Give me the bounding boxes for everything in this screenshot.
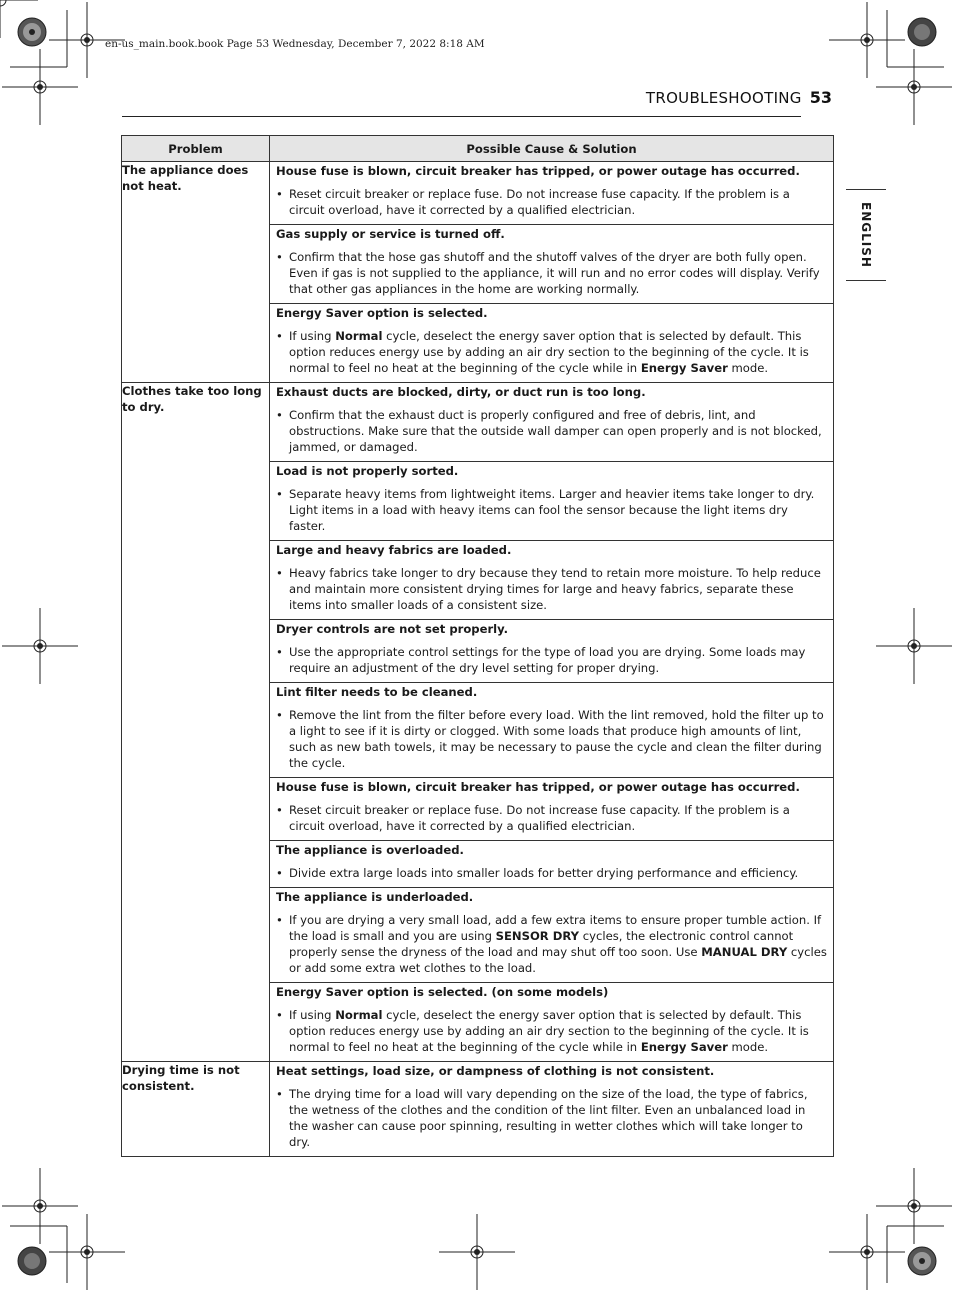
- solution-text: [276, 707, 827, 771]
- language-side-tab: [846, 189, 886, 281]
- solution-text: [276, 328, 827, 376]
- language-label: ENGLISH: [859, 202, 873, 268]
- cause-title: The appliance is overloaded.: [276, 843, 464, 857]
- solution-text: [276, 644, 827, 676]
- cause-title: Dryer controls are not set properly.: [276, 622, 509, 636]
- cause-block: [270, 304, 833, 382]
- table-row: [122, 162, 834, 383]
- cause-block: [270, 383, 833, 462]
- header-rule: [122, 116, 801, 117]
- solution-segment: Heavy fabrics take longer to dry because they tend to retain more moisture. To help reduce and maintain more consistent drying times for large and heavy fabrics, separate these items into smaller loads of a consistent size.: [289, 566, 821, 612]
- problem-cell: Clothes take too long to dry.: [122, 383, 270, 1062]
- solution-text: [276, 565, 827, 613]
- page-number: 53: [809, 88, 832, 107]
- troubleshooting-table: [121, 135, 834, 1157]
- table-row: [122, 383, 834, 1062]
- solution-segment: Divide extra large loads into smaller loads for better drying performance and efficiency.: [289, 866, 799, 880]
- solution-text: [276, 1007, 827, 1055]
- cause-title: Gas supply or service is turned off.: [276, 227, 505, 241]
- column-header-cause-solution: Possible Cause & Solution: [270, 136, 834, 162]
- solution-text: [276, 1086, 827, 1150]
- table-row: [122, 1062, 834, 1157]
- cause-title: Lint filter needs to be cleaned.: [276, 685, 478, 699]
- cause-block: [270, 888, 833, 983]
- solution-segment: mode.: [727, 1040, 769, 1054]
- cause-block: [270, 778, 833, 841]
- table-body: [122, 162, 834, 1157]
- cause-block: [270, 225, 833, 304]
- solution-emphasis: MANUAL DRY: [701, 945, 788, 959]
- solution-segment: The drying time for a load will vary depending on the size of the load, the type of fabrics, the wetness of the clothes and the condition of the lint filter. Even an unbalanced load in the washer can cause poor spinning, resulting in wetter clothes which will take longer to dry.: [289, 1087, 808, 1149]
- solution-emphasis: Normal: [335, 329, 383, 343]
- cause-block: [270, 541, 833, 620]
- solution-text: [276, 249, 827, 297]
- cause-solution-cell: [270, 1062, 834, 1157]
- solution-segment: Confirm that the hose gas shutoff and the shutoff valves of the dryer are both fully open. Even if gas is not supplied to the appliance, it will run and no error codes will display. Verify that other gas appliances in the home are working normally.: [289, 250, 820, 296]
- solution-segment: If using: [289, 1008, 336, 1022]
- print-info-line: en-us_main.book.book Page 53 Wednesday, December 7, 2022 8:18 AM: [105, 38, 485, 50]
- cause-title: Energy Saver option is selected. (on some models): [276, 985, 609, 999]
- cause-title: The appliance is underloaded.: [276, 890, 474, 904]
- cause-block: [270, 683, 833, 778]
- solution-segment: If using: [289, 329, 336, 343]
- section-title: TROUBLESHOOTING: [645, 89, 802, 107]
- solution-emphasis: SENSOR DRY: [495, 929, 580, 943]
- solution-segment: If you are drying a very small load, add a few extra items to ensure proper tumble action. If the load is small and you are using: [289, 913, 822, 943]
- problem-cell: The appliance does not heat.: [122, 162, 270, 383]
- column-header-problem: Problem: [122, 136, 270, 162]
- solution-segment: cycle, deselect the energy saver option that is selected by default. This option reduces energy use by adding an air dry section to the beginning of the cycle. It is normal to feel no heat at the beginning of the cycle while in: [289, 1008, 809, 1054]
- cause-block: [270, 841, 833, 888]
- solution-segment: cycle, deselect the energy saver option that is selected by default. This option reduces energy use by adding an air dry section to the beginning of the cycle. It is normal to feel no heat at the beginning of the cycle while in: [289, 329, 809, 375]
- cause-title: Load is not properly sorted.: [276, 464, 459, 478]
- cause-solution-cell: [270, 162, 834, 383]
- solution-segment: Remove the lint from the filter before every load. With the lint removed, hold the filter up to a light to see if it is dirty or clogged. With some loads that produce high amounts of lint, such as new bath towels, it may be necessary to pause the cycle and clean the filter during the cycle.: [289, 708, 824, 770]
- cause-title: House fuse is blown, circuit breaker has tripped, or power outage has occurred.: [276, 780, 800, 794]
- page-header: [500, 88, 832, 107]
- solution-text: [276, 865, 827, 881]
- solution-text: [276, 407, 827, 455]
- solution-segment: Reset circuit breaker or replace fuse. Do not increase fuse capacity. If the problem is a circuit overload, have it corrected by a qualified electrician.: [289, 803, 790, 833]
- cause-block: [270, 620, 833, 683]
- solution-text: [276, 486, 827, 534]
- cause-block: [270, 1062, 833, 1156]
- solution-text: [276, 186, 827, 218]
- solution-emphasis: Energy Saver: [640, 361, 728, 375]
- solution-segment: Confirm that the exhaust duct is properly configured and free of debris, lint, and obstructions. Make sure that the outside wall damper can open properly and is not blocked, jammed, or damaged.: [289, 408, 822, 454]
- cause-title: Large and heavy fabrics are loaded.: [276, 543, 512, 557]
- problem-cell: Drying time is not consistent.: [122, 1062, 270, 1157]
- solution-segment: mode.: [727, 361, 769, 375]
- solution-segment: Separate heavy items from lightweight items. Larger and heavier items take longer to dry. Light items in a load with heavy items can fool the sensor because the light items dry faster.: [289, 487, 815, 533]
- cause-title: Heat settings, load size, or dampness of clothing is not consistent.: [276, 1064, 715, 1078]
- solution-segment: cycles, the electronic control cannot properly sense the dryness of the load and may shut off too soon. Use: [289, 929, 794, 959]
- solution-text: [276, 802, 827, 834]
- cause-title: Energy Saver option is selected.: [276, 306, 488, 320]
- cause-title: Exhaust ducts are blocked, dirty, or duct run is too long.: [276, 385, 646, 399]
- solution-segment: Reset circuit breaker or replace fuse. Do not increase fuse capacity. If the problem is a circuit overload, have it corrected by a qualified electrician.: [289, 187, 790, 217]
- cause-block: [270, 162, 833, 225]
- solution-emphasis: Normal: [335, 1008, 383, 1022]
- cause-title: House fuse is blown, circuit breaker has tripped, or power outage has occurred.: [276, 164, 800, 178]
- table-header-row: [122, 136, 834, 162]
- solution-text: [276, 912, 827, 976]
- solution-segment: cycles or add some extra wet clothes to the load.: [289, 945, 827, 975]
- cause-block: [270, 983, 833, 1061]
- cause-block: [270, 462, 833, 541]
- cause-solution-cell: [270, 383, 834, 1062]
- solution-segment: Use the appropriate control settings for the type of load you are drying. Some loads may require an adjustment of the dry level setting for proper drying.: [289, 645, 806, 675]
- solution-emphasis: Energy Saver: [640, 1040, 728, 1054]
